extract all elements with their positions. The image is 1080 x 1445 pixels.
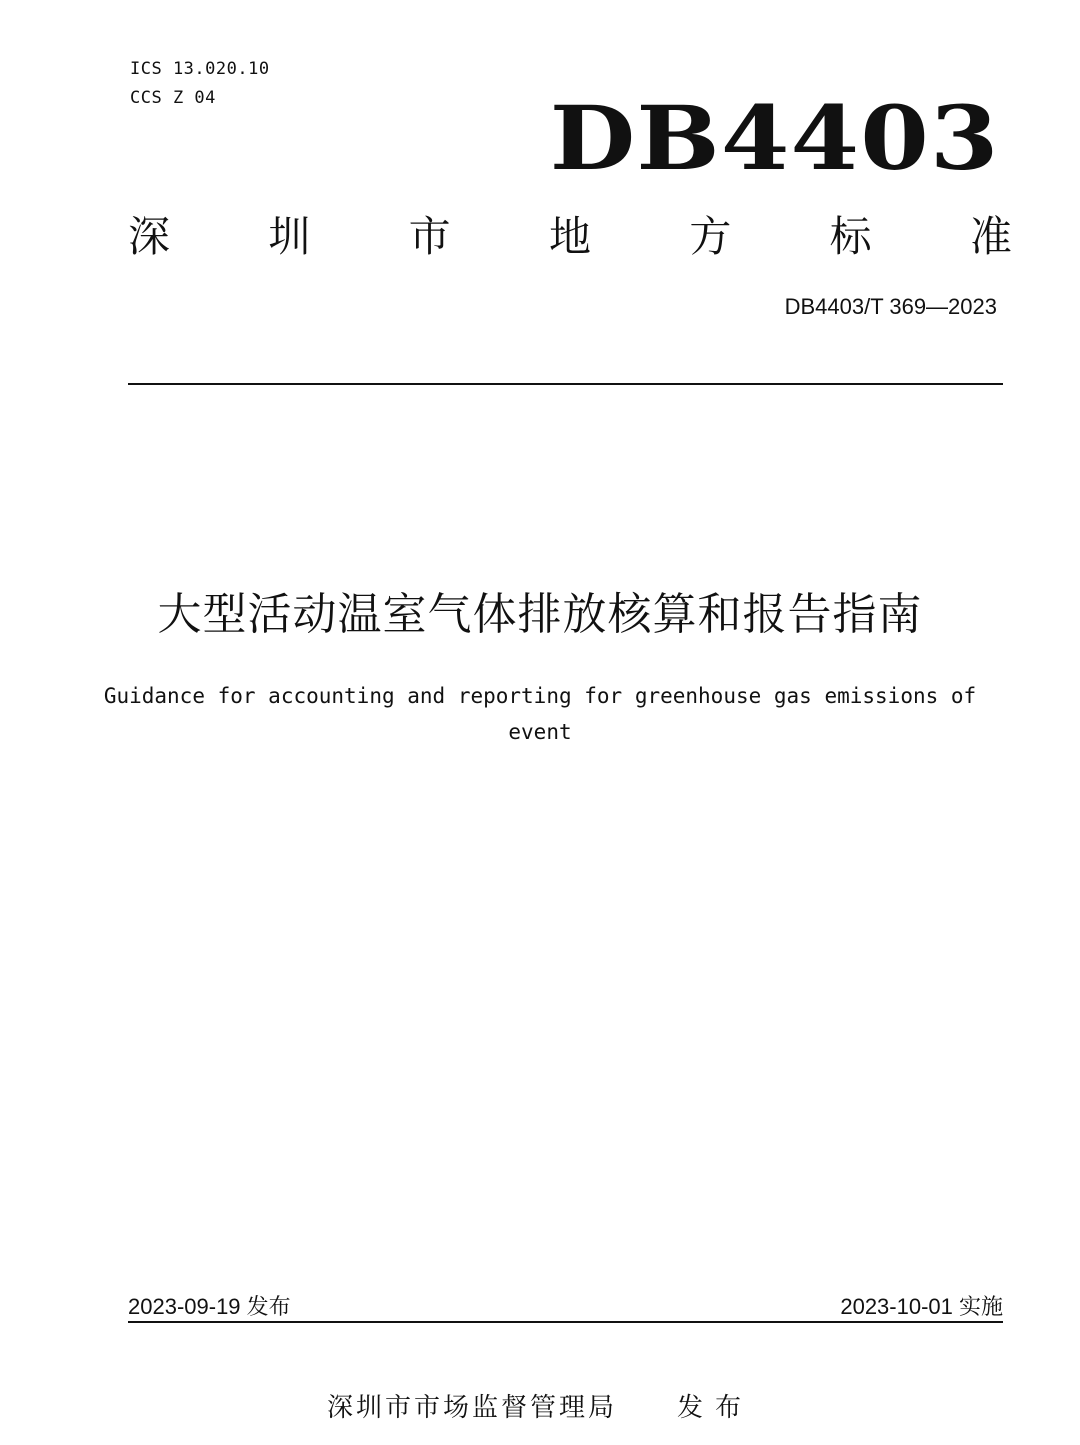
standard-type-heading — [128, 207, 1012, 267]
date-row — [128, 1292, 1003, 1322]
issuing-organization: 深圳市市场监督管理局 — [326, 1393, 617, 1423]
standard-number: DB4403/T 369—2023 — [784, 294, 997, 319]
title-english: Guidance for accounting and reporting for greenhouse gas emissions of event — [103, 684, 977, 744]
implement-date: 2023-10-01 实施 — [840, 1294, 1003, 1319]
top-divider — [128, 383, 1003, 385]
standard-type-char: 地 — [548, 212, 591, 261]
title-chinese: 大型活动温室气体排放核算和报告指南 — [157, 589, 923, 640]
publish-date: 2023-09-19 发布 — [128, 1294, 291, 1319]
db-mark: DB4403 — [550, 86, 1000, 190]
issuer-line — [0, 1388, 1080, 1428]
ccs-code: CCS Z 04 — [130, 88, 216, 108]
standard-type-char: 深 — [128, 212, 171, 261]
standard-type-char: 方 — [689, 212, 732, 261]
ics-code: ICS 13.020.10 — [130, 59, 270, 79]
standard-type-char: 标 — [829, 212, 872, 261]
standard-type-char: 圳 — [268, 212, 311, 261]
classification-codes — [130, 55, 270, 113]
bottom-divider — [128, 1321, 1003, 1323]
standard-type-char: 市 — [408, 212, 451, 261]
issue-verb: 发布 — [677, 1393, 754, 1423]
standard-type-char: 准 — [969, 212, 1012, 261]
